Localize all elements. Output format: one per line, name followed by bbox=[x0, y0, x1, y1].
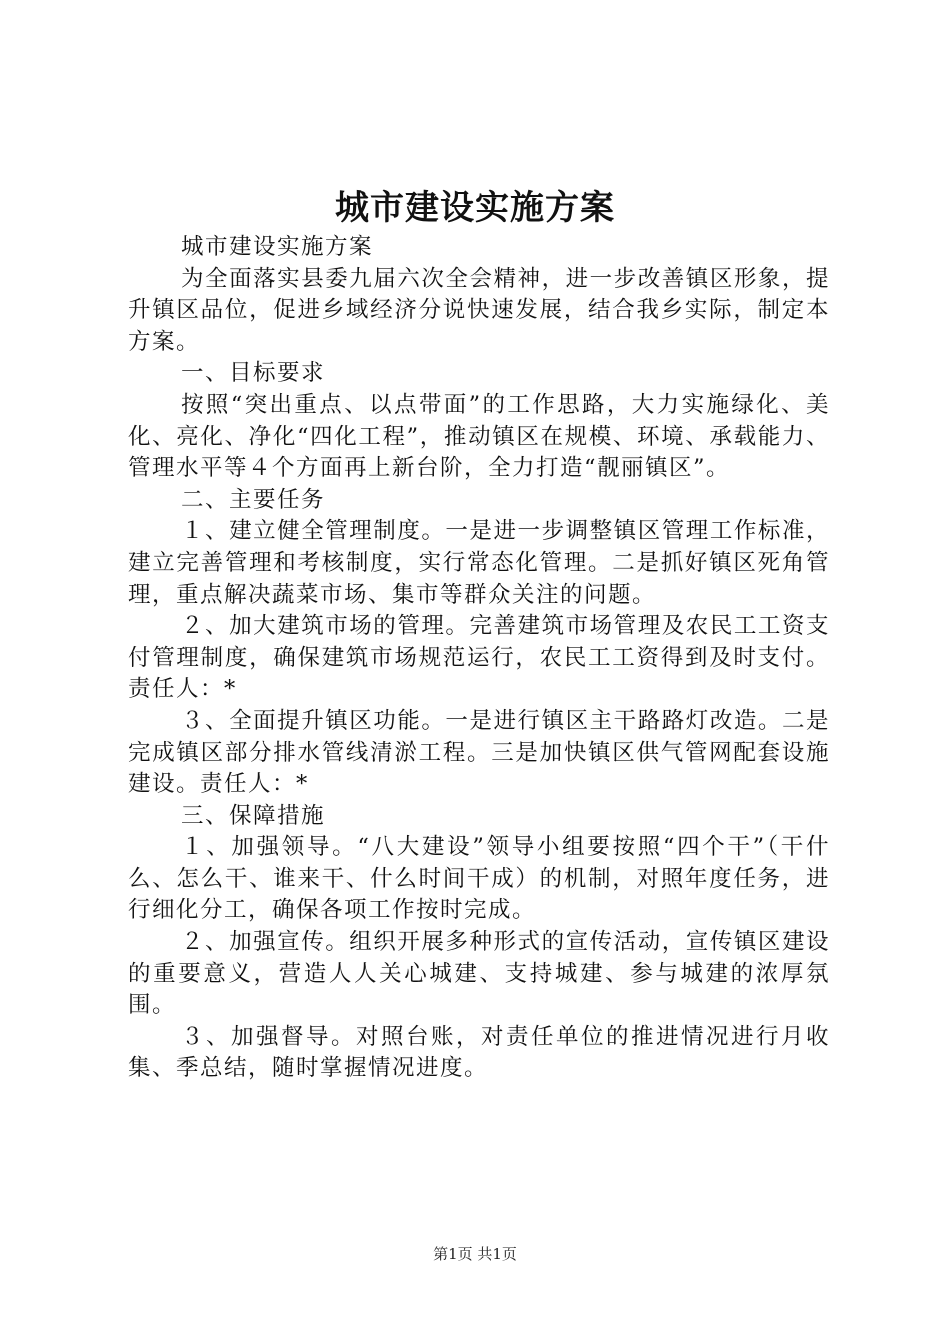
section-heading-goals: 一、目标要求 bbox=[181, 360, 326, 387]
paragraph-goals: 按照“突出重点、以点带面”的工作思路，大力实施绿化、美化、亮化、净化“四化工程”，推动镇区在规模、环境、承载能力、管理水平等４个方面再上新台阶，全力打造“靓丽镇区”。 bbox=[128, 391, 830, 482]
section-heading-tasks: 二、主要任务 bbox=[181, 486, 326, 513]
section-heading-measures: 三、保障措施 bbox=[181, 802, 326, 829]
paragraph-intro: 为全面落实县委九届六次全会精神，进一步改善镇区形象，提升镇区品位，促进乡域经济分说快速发展，结合我乡实际，制定本方案。 bbox=[128, 265, 830, 355]
page-footer: 第1页 共1页 bbox=[433, 1245, 517, 1263]
paragraph-task-3: ３、全面提升镇区功能。一是进行镇区主干路路灯改造。二是完成镇区部分排水管线清淤工程。三是加快镇区供气管网配套设施建设。责任人：* bbox=[128, 707, 830, 798]
paragraph-measure-3: ３、加强督导。对照台账，对责任单位的推进情况进行月收集、季总结，随时掌握情况进度。 bbox=[128, 1023, 830, 1082]
paragraph-measure-2: ２、加强宣传。组织开展多种形式的宣传活动，宣传镇区建设的重要意义，营造人人关心城建、支持城建、参与城建的浓厚氛围。 bbox=[128, 929, 830, 1019]
paragraph-task-2: ２、加大建筑市场的管理。完善建筑市场管理及农民工工资支付管理制度，确保建筑市场规范运行，农民工工资得到及时支付。责任人：* bbox=[128, 613, 830, 703]
paragraph-heading-repeat: 城市建设实施方案 bbox=[181, 234, 374, 260]
document-body bbox=[128, 232, 830, 1085]
paragraph-task-1: １、建立健全管理制度。一是进一步调整镇区管理工作标准，建立完善管理和考核制度，实行常态化管理。二是抓好镇区死角管理，重点解决蔬菜市场、集市等群众关注的问题。 bbox=[128, 518, 830, 608]
document-title: 城市建设实施方案 bbox=[335, 188, 615, 228]
paragraph-measure-1: １、加强领导。“八大建设”领导小组要按照“四个干”（干什么、怎么干、谁来干、什么时间干成）的机制，对照年度任务，进行细化分工，确保各项工作按时完成。 bbox=[128, 834, 830, 924]
